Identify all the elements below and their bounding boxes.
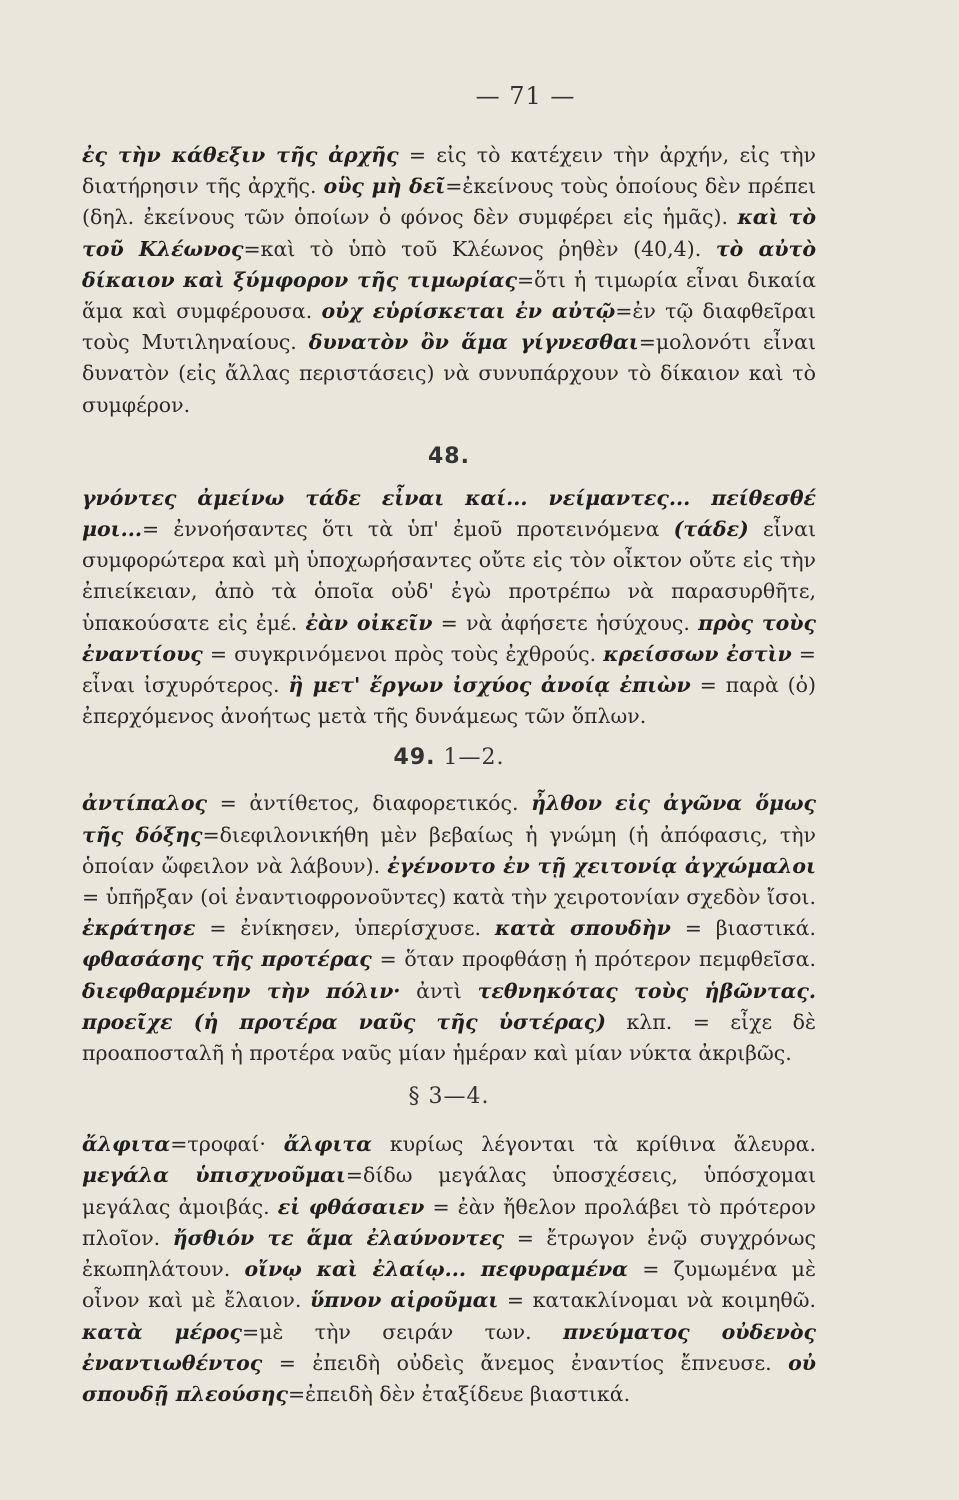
gloss: =διεφιλονικήθη μὲν βεβαίως ἡ γνώμη (ἡ ἀπόφασις, τὴν ὁποίαν ὤφειλον νὰ λάβουν). — [82, 822, 816, 878]
lemma: κατὰ σπουδὴν — [494, 916, 671, 941]
lemma: κατὰ μέρος — [82, 1319, 242, 1344]
lemma: ἐς τὴν κάθεξιν τῆς ἀρχῆς — [82, 143, 399, 167]
lemma: δυνατὸν ὂν ἅμα γίγνεσθαι — [308, 330, 639, 355]
gloss: = ἀντίθετος, διαφορετικός. — [207, 791, 532, 816]
commentary-text — [82, 140, 816, 1410]
lemma: μεγάλα ὑπισχνοῦμαι — [82, 1163, 346, 1188]
gloss: = συγκρινόμενοι πρὸς τοὺς ἐχθρούς. — [202, 641, 604, 666]
gloss: = ὅταν προφθάσῃ ἡ πρότερον πεμφθεῖσα. — [371, 947, 816, 972]
gloss: =μὲ τὴν σειράν των. — [241, 1319, 563, 1344]
lemma: οὓς μὴ δεῖ — [323, 174, 446, 199]
gloss: = εἰς τὸ κατέχειν τὴν ἀρχήν, εἰς τὴν διατήρησιν τῆς ἀρχῆς. — [82, 143, 816, 199]
gloss: = ἐπειδὴ οὐδεὶς ἄνεμος ἐναντίος ἔπνευσε. — [262, 1350, 789, 1375]
lemma: τεθνηκότας τοὺς ἡβῶντας. — [477, 978, 817, 1003]
gloss: κυρίως λέγονται τὰ κρίθινα ἄλευρα. — [371, 1132, 816, 1157]
page-number: — 71 — — [475, 82, 576, 110]
lemma: οὐχ εὑρίσκεται ἐν αὐτῷ — [321, 299, 616, 324]
gloss: = ζυμωμένα μὲ οἶνον καὶ μὲ ἔλαιον. — [82, 1257, 816, 1313]
gloss: =ὅτι ἡ τιμωρία εἶναι δικαία ἅμα καὶ συμφέρουσα. — [82, 267, 816, 324]
gloss: ἀντὶ — [400, 978, 478, 1003]
section-heading — [82, 439, 816, 475]
gloss: = ὑπῆρξαν (οἱ ἐναντιοφρονοῦντες) κατὰ τὴν χειροτονίαν σχεδὸν ἴσοι. — [82, 885, 816, 910]
gloss: =ἐπειδὴ δὲν ἐταξίδευε βιαστικά. — [287, 1381, 631, 1406]
lemma: κρείσσων ἐστὶν — [603, 641, 792, 666]
lemma: τὸ αὐτὸ δίκαιον καὶ ξύμφορον τῆς τιμωρίας — [82, 236, 816, 292]
lemma: προεῖχε (ἡ προτέρα ναῦς τῆς ὑστέρας) — [82, 1009, 606, 1034]
gloss: = κατακλίνομαι νὰ κοιμηθῶ. — [498, 1288, 816, 1313]
lemma: καὶ τὸ τοῦ Κλέωνος — [82, 205, 816, 261]
section-subrange: 1—2. — [435, 745, 505, 771]
lemma: ἄλφιτα — [82, 1132, 171, 1157]
lemma: ὕπνον αἱροῦμαι — [309, 1288, 499, 1313]
gloss: = ἐνίκησεν, ὑπερίσχυσε. — [195, 916, 495, 941]
gloss: =μολονότι εἶναι δυνατὸν (εἰς ἄλλας περιστάσεις) νὰ συνυπάρχουν τὸ δίκαιον καὶ τὸ συμφέρον. — [82, 330, 816, 417]
commentary-paragraph — [82, 483, 816, 733]
gloss: = ἔτρωγον ἐνῷ συγχρόνως ἐκωπηλάτουν. — [82, 1225, 816, 1282]
lemma: διεφθαρμένην τὴν πόλιν· — [82, 978, 401, 1003]
lemma: γνόντες ἀμείνω τάδε εἶναι καί... νείμαντες... πείθεσθέ μοι... — [82, 485, 816, 542]
lemma: ἦλθον εἰς ἀγῶνα ὅμως τῆς δόξης — [82, 791, 816, 847]
lemma: ἢ μετ' ἔργων ἰσχύος ἀνοίᾳ ἐπιὼν — [288, 673, 691, 698]
lemma: ἐὰν οἰκεῖν — [305, 610, 433, 635]
lemma: πρὸς τοὺς ἐναντίους — [82, 610, 816, 666]
lemma: ἀντίπαλος — [82, 791, 208, 816]
lemma: πνεύματος οὐδενὸς ἐναντιωθέντος — [82, 1319, 816, 1375]
lemma: ἐγένοντο ἐν τῇ χειτονίᾳ ἀγχώμαλοι — [387, 853, 816, 878]
gloss: εἶναι συμφορώτερα καὶ μὴ ὑποχωρήσαντες οὔτε εἰς τὸν οἶκτον οὔτε εἰς τὴν ἐπιείκειαν, ἀπὸ τὰ ὁποῖα οὐδ' ἐγὼ προτρέπω νὰ παρασυρθῆτε, ὑπακούσατε εἰς ἐμέ. — [82, 517, 816, 635]
lemma: οἴνῳ καὶ ἐλαίῳ... πεφυραμένα — [244, 1257, 628, 1282]
section-number: 48. — [428, 443, 470, 469]
commentary-paragraph — [82, 1129, 816, 1410]
lemma: ἐκράτησε — [82, 916, 196, 941]
lemma: ἄλφιτα — [283, 1132, 372, 1157]
gloss: = παρὰ (ὁ) ἐπερχόμενος ἀνοήτως μετὰ τῆς δυνάμεως τῶν ὅπλων. — [82, 673, 816, 729]
lemma: ἤσθιόν τε ἅμα ἐλαύνοντες — [172, 1225, 505, 1250]
lemma: οὐ σπουδῇ πλεούσης — [82, 1350, 816, 1406]
section-number: 49. — [393, 745, 436, 771]
gloss: = νὰ ἀφήσετε ἡσύχους. — [432, 610, 699, 635]
gloss: = ἐὰν ἤθελον προλάβει τὸ πρότερον πλοῖον. — [82, 1194, 817, 1250]
gloss: =ἐκείνους τοὺς ὁποίους δὲν πρέπει (δηλ. ἐκείνους τῶν ὁποίων ὁ φόνος δὲν συμφέρει εἰς ἡμᾶς). — [82, 174, 816, 230]
gloss: = βιαστικά. — [670, 916, 816, 941]
section-number: § 3—4. — [408, 1084, 490, 1110]
gloss: =καὶ τὸ ὑπὸ τοῦ Κλέωνος ῥηθὲν (40,4). — [243, 236, 716, 261]
section-heading — [82, 740, 816, 776]
lemma: φθασάσης τῆς προτέρας — [82, 947, 372, 972]
lemma: (τάδε) — [673, 517, 749, 542]
lemma: εἰ φθάσαιεν — [277, 1194, 425, 1219]
gloss: =δίδω μεγάλας ὑποσχέσεις, ὑπόσχομαι μεγάλας ἀμοιβάς. — [82, 1163, 816, 1219]
commentary-paragraph — [82, 788, 816, 1069]
commentary-paragraph — [82, 140, 816, 421]
gloss: = ἐννοήσαντες ὅτι τὰ ὑπ' ἐμοῦ προτεινόμενα — [142, 517, 674, 542]
gloss: = εἶναι ἰσχυρότερος. — [82, 641, 816, 698]
gloss: κλπ. = εἶχε δὲ προαποσταλῆ ἡ προτέρα ναῦς μίαν ἡμέραν καὶ μίαν νύκτα ἀκριβῶς. — [82, 1009, 816, 1066]
section-heading — [82, 1079, 816, 1115]
gloss: =ἐν τῷ διαφθεῖραι τοὺς Μυτιληναίους. — [82, 299, 816, 355]
gloss: =τροφαί· — [170, 1132, 284, 1157]
